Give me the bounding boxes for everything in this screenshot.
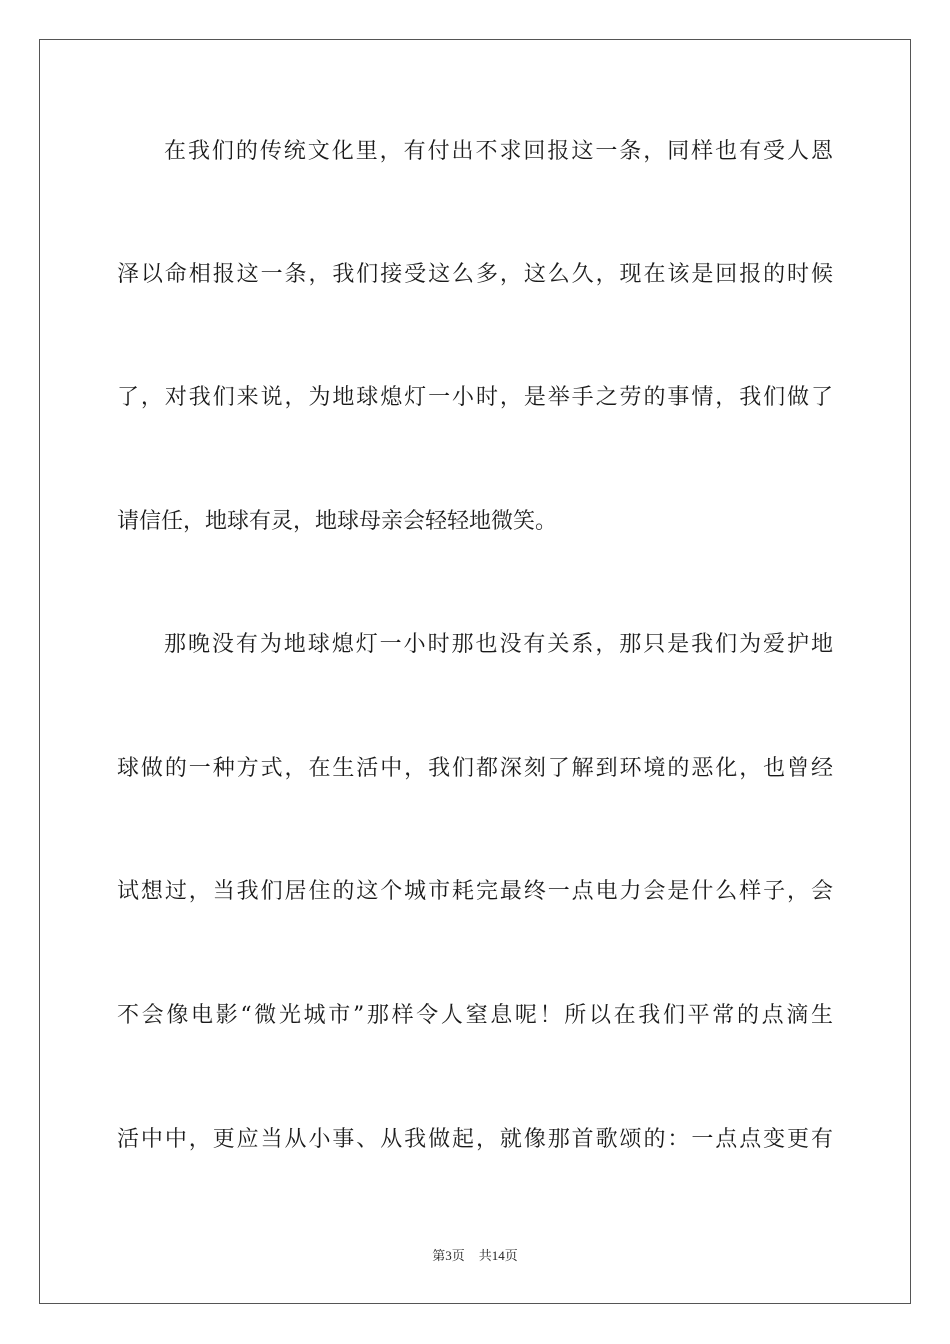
page-number: 第3页	[432, 1248, 465, 1263]
paragraph-1-line-1: 在我们的传统文化里，有付出不求回报这一条，同样也有受人恩	[164, 139, 833, 164]
paragraph-2-line-1: 那晚没有为地球熄灯一小时那也没有关系，那只是我们为爱护地	[164, 632, 833, 657]
paragraph-2-line-2: 球做的一种方式，在生活中，我们都深刻了解到环境的恶化，也曾经	[117, 756, 833, 781]
paragraph-2-line-3: 试想过，当我们居住的这个城市耗完最终一点电力会是什么样子，会	[117, 879, 833, 904]
paragraph-2-line-5: 活中中，更应当从小事、从我做起，就像那首歌颂的：一点点变更有	[117, 1127, 833, 1152]
page-footer	[0, 1247, 950, 1265]
page-total: 共14页	[478, 1248, 518, 1263]
paragraph-1-line-2: 泽以命相报这一条，我们接受这么多，这么久，现在该是回报的时候	[117, 262, 833, 287]
paragraph-1-line-3: 了，对我们来说，为地球熄灯一小时，是举手之劳的事情，我们做了	[117, 385, 833, 410]
paragraph-2-line-4: 不会像电影“微光城市”那样令人窒息呢！所以在我们平常的点滴生	[117, 1003, 833, 1028]
paragraph-1-line-4: 请信任，地球有灵，地球母亲会轻轻地微笑。	[117, 509, 558, 534]
page-border	[39, 39, 911, 1304]
